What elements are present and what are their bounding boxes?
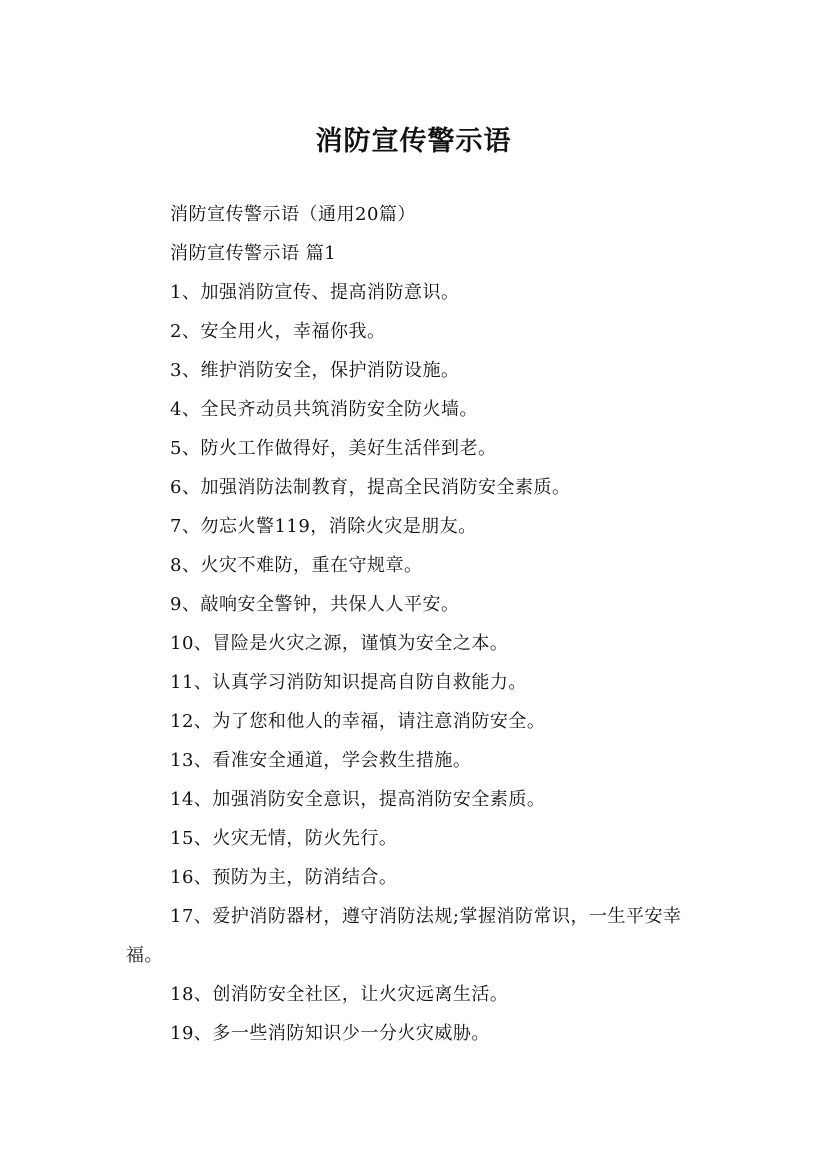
section-heading: 消防宣传警示语 篇1 — [170, 243, 337, 264]
slogan-item-14: 14、加强消防安全意识，提高消防安全素质。 — [170, 789, 546, 810]
slogan-item-15: 15、火灾无情，防火先行。 — [170, 828, 398, 849]
slogan-item-8: 8、火灾不难防，重在守规章。 — [170, 555, 423, 576]
slogan-item-9: 9、敲响安全警钟，共保人人平安。 — [170, 594, 460, 615]
slogan-item-7: 7、勿忘火警119，消除火灾是朋友。 — [170, 516, 477, 537]
slogan-item-5: 5、防火工作做得好，美好生活伴到老。 — [170, 438, 497, 459]
document-body — [126, 195, 706, 1053]
slogan-item-17: 17、爱护消防器材，遵守消防法规;掌握消防常识，一生平安幸福。 — [126, 906, 682, 966]
slogan-item-19: 19、多一些消防知识少一分火灾威胁。 — [170, 1023, 490, 1044]
slogan-item-3: 3、维护消防安全，保护消防设施。 — [170, 360, 460, 381]
slogan-item-10: 10、冒险是火灾之源，谨慎为安全之本。 — [170, 633, 509, 654]
slogan-item-11: 11、认真学习消防知识提高自防自救能力。 — [170, 672, 527, 693]
slogan-item-6: 6、加强消防法制教育，提高全民消防安全素质。 — [170, 477, 571, 498]
slogan-item-13: 13、看准安全通道，学会救生措施。 — [170, 750, 472, 771]
document-title: 消防宣传警示语 — [315, 126, 512, 158]
slogan-item-12: 12、为了您和他人的幸福，请注意消防安全。 — [170, 711, 546, 732]
slogan-item-1: 1、加强消防宣传、提高消防意识。 — [170, 282, 460, 303]
slogan-item-4: 4、全民齐动员共筑消防安全防火墙。 — [170, 399, 478, 420]
slogan-item-2: 2、安全用火，幸福你我。 — [170, 321, 386, 342]
slogan-item-16: 16、预防为主，防消结合。 — [170, 867, 398, 888]
slogan-item-18: 18、创消防安全社区，让火灾远离生活。 — [170, 984, 509, 1005]
subtitle-paragraph: 消防宣传警示语（通用20篇） — [170, 204, 416, 225]
